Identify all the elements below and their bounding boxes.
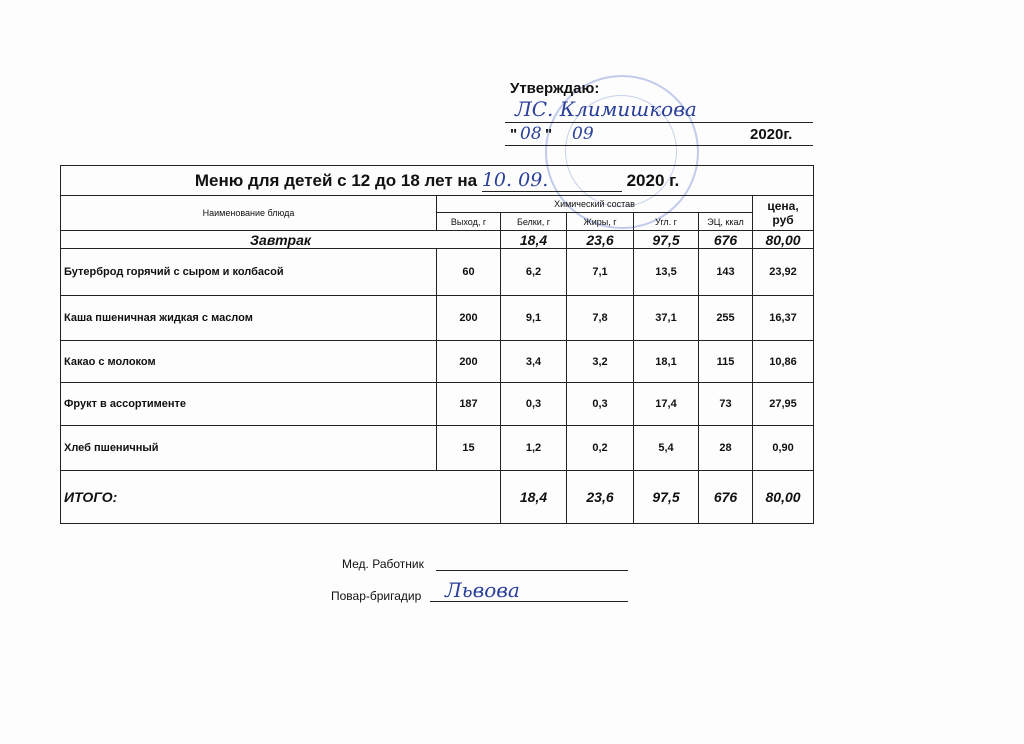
cook-signature: Львова [445,578,520,602]
approval-month: 09 [572,124,594,144]
menu-title: Меню для детей с 12 до 18 лет на 10. 09. 2020 г. [61,166,814,196]
cook-label: Повар-бригадир [331,589,422,603]
header-protein: Белки, г [501,213,567,231]
section-row: Завтрак 18,4 23,6 97,5 676 80,00 [61,231,814,249]
table-row: Хлеб пшеничный 15 1,2 0,2 5,4 28 0,90 [61,426,814,471]
med-worker-label: Мед. Работник [342,557,424,571]
approval-day: 08 [520,124,542,144]
total-row: ИТОГО: 18,4 23,6 97,5 676 80,00 [61,471,814,524]
table-row: Каша пшеничная жидкая с маслом 200 9,1 7,8 37,1 255 16,37 [61,296,814,341]
approval-year: 2020г. [750,126,793,143]
table-row: Бутерброд горячий с сыром и колбасой 60 6,2 7,1 13,5 143 23,92 [61,249,814,296]
table-row: Какао с молоком 200 3,4 3,2 18,1 115 10,86 [61,341,814,383]
table-row: Фрукт в ассортименте 187 0,3 0,3 17,4 73 27,95 [61,383,814,426]
approval-label: Утверждаю: [510,80,600,97]
menu-table [60,165,814,524]
header-fat: Жиры, г [567,213,634,231]
header-name: Наименование блюда [61,196,437,231]
header-price: цена, руб [753,196,814,231]
header-kcal: ЭЦ, ккал [699,213,753,231]
header-yield: Выход, г [437,213,501,231]
header-chem: Химический состав [437,196,753,213]
approval-signature: ЛС. Климишкова [515,97,697,121]
header-carbs: Угл. г [634,213,699,231]
document-page: Утверждаю: ЛС. Климишкова " 08 " 09 2020г. Меню для детей с 12 до 18 лет на 10. 09. 2020 г. Наименование блюда Химический состав цена, руб Выход, г Белки, г Жиры, г Угл. г ЭЦ, ккал Завтрак 18,4 23,6 97,5 676 80,00 Бутерброд горячий с сыром и колбасой 60 6,2 7,1 13,5 143 23,92 Каша пшеничная жидкая с маслом 200 9,1 7,8 37,1 255 16,37 Какао с молоком 200 3,4 3,2 18,1 115 10,86 Фрукт в ассортименте 187 0,3 0,3 17,4 73 27,95 Хлеб пшеничный 15 1,2 0,2 5,4 28 0,90 ИТОГО: 18,4 23,6 97,5 676 80,00 Мед. Работник Повар-бригадир Львова [0,0,1024,744]
